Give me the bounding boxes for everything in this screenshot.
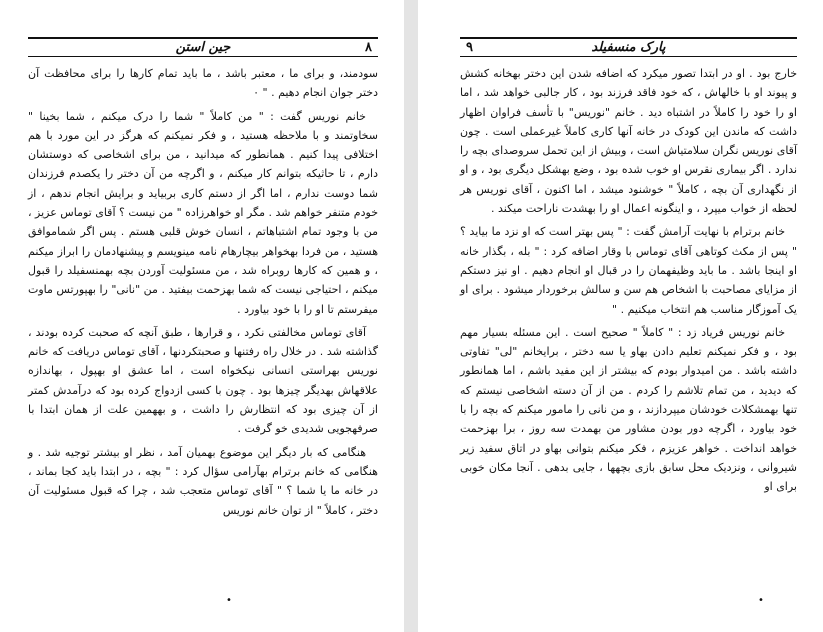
book-gutter xyxy=(404,0,418,632)
left-page-body xyxy=(28,64,378,524)
left-page-footer-mark: • xyxy=(226,595,232,606)
right-page xyxy=(418,0,823,632)
right-page-running-title: پارک منسفیلد xyxy=(591,40,666,55)
right-page-body xyxy=(460,64,797,501)
left-paragraph-1: سودمند، و برای ما ، معتبر باشد ، ما باید تمام کارها را برای محافظت آن دختر جوان انجام دهیم . " ۰ xyxy=(28,67,378,100)
right-paragraph-2: خانم برترام با نهایت آرامش گفت : " پس بهتر است که او نزد ما بیاید ؟ " پس از مکث کوتاهی آقای توماس با وقار اضافه کرد : " بله ، بگذار خانه او اینجا باشد . ما باید وظیفهمان را در قبال او انجام دهیم . او نیز دستکم از مزایای مصاحبت با اشخاص هم سن و سالش برخوردار میشود . برای او یک آموزگار مناسب هم انتخاب میکنیم . " xyxy=(460,225,797,316)
right-paragraph-1: خارج بود . او در ابتدا تصور میکرد که اضافه شدن این دختر بهخانه کشش و پیوند او با خالهاش ، که خود فاقد فرزند بود ، کار جالبی خواهد شد ، اما او را خود را کاملاً در اشتباه دید . خانم "نوریس" با تأسف فراوان اظهار داشت که ماندن این کودک در خانه آنها کاری کاملاً غیرعملی است . چون آقای نوریس نگران سلامتیاش است ، وبیش از این تحمل سروصدای بچه را ندارد . اگر بیماری نقرس او خوب شده بود ، وضع بهشکل دیگری بود ، و او از نگهداری آن بچه ، کاملاً " خوشنود میشد ، اما اکنون ، آقای نوریس هر لحظه از خواب میپرد ، و اینگونه اعمال او را بهشدت ناراحت میکند . xyxy=(460,67,797,216)
left-page-running-title: جین استن xyxy=(175,40,231,55)
left-paragraph-2: خانم نوریس گفت : " من کاملاً " شما را درک میکنم ، شما بخینا " سخاوتمند و با ملاحظه هستید ، و فکر نمیکنم که هرگز در این مورد با هم اختلافی پیدا کنیم . همانطور که میدانید ، من برای اشخاصی که دوستشان دارم ، تا حاثیکه بتوانم کار میکنم ، و اگرچه من آن دختر را یکصدم فرزندان شما دوست ندارم ، اما اگر از دستم کاری بربیاید و برایش انجام ندهم ، از خودم متنفر خواهم شد . مگر او خواهرزاده " من نیست ؟ آقای توماس عزیز ، من با وجود تمام اشتباهاتم ، انسان خوش قلبی هستم . پس اگر شماموافق هستید ، من فردا بهخواهر بیچارهام نامه مینویسم و پیشنهادمان را ابراز میکنم ، و همین که کارها روبراه شد ، من مسئولیت آوردن بچه بهمنسفیلد را قبول میکنم ، احتیاجی نیست که شما بهزحمت بیفتید . من "نانی" را بهپورتس ماوت میفرستم تا او را با خود بیاورد . xyxy=(28,109,378,316)
left-page-number: ۸ xyxy=(365,40,372,55)
left-page-header xyxy=(28,37,378,57)
right-page-number: ۹ xyxy=(466,40,473,55)
right-page-header xyxy=(460,37,797,57)
right-page-footer-mark: • xyxy=(758,595,764,606)
left-paragraph-4: هنگامی که بار دیگر این موضوع بهمیان آمد ، نظر او بیشتر توجیه شد . و هنگامی که خانم برترام بهآرامی سؤال کرد : " بچه ، در ابتدا باید کجا بماند ، در خانه ما یا شما ؟ " آقای توماس متعجب شد ، چرا که قبول مسئولیت آن دختر ، کاملاً " از توان خانم نوریس xyxy=(28,445,378,517)
left-page xyxy=(0,0,404,632)
right-paragraph-3: خانم نوریس فریاد زد : " کاملاً " صحیح است . این مسئله بسیار مهم بود ، و فکر نمیکنم تعلیم دادن بهاو یا سه دختر ، برایخانم "لی" تفاوتی داشته باشد . من امیدوار بودم که بیشتر از این مفید باشم ، اما همانطور که دیدید ، من تمام تلاشم را کردم . من از آن دسته اشخاصی نیستم که تنها بهمشکلات خودشان میپردازند ، و من نانی را مامور میکنم که بچه را با خود بیاورد ، اگرچه دور بودن مشاور من بهمدت سه روز ، برا بهزحمت خواهد انداخت . خواهر عزیزم ، فکر میکنم بتوانی بهاو در اتاق سفید زیر شیروانی ، ونزدیک محل سابق بازی بچهها ، جایی بدهی . آنجا مکان خوبی برای او xyxy=(460,325,797,494)
left-paragraph-3: آقای توماس مخالفتی نکرد ، و قرارها ، طبق آنچه که صحبت کرده بودند ، گذاشته شد . در خلال راه رفتنها و صحبتکردنها ، آقای توماس دریافت که خانم نوریس بهراستی انسانی نیکخواه است ، اما عشق او بهپول ، بهاندازه علاقهاش بهدیگر چیزها بود . چون با کسی ازدواج کرده بود که درآمدش کمتر از آن چیزی بود که انتظارش را داشت ، و بههمین علت از همان ابتدا با صرفهجویی شدیدی خو گرفت . xyxy=(28,325,378,436)
